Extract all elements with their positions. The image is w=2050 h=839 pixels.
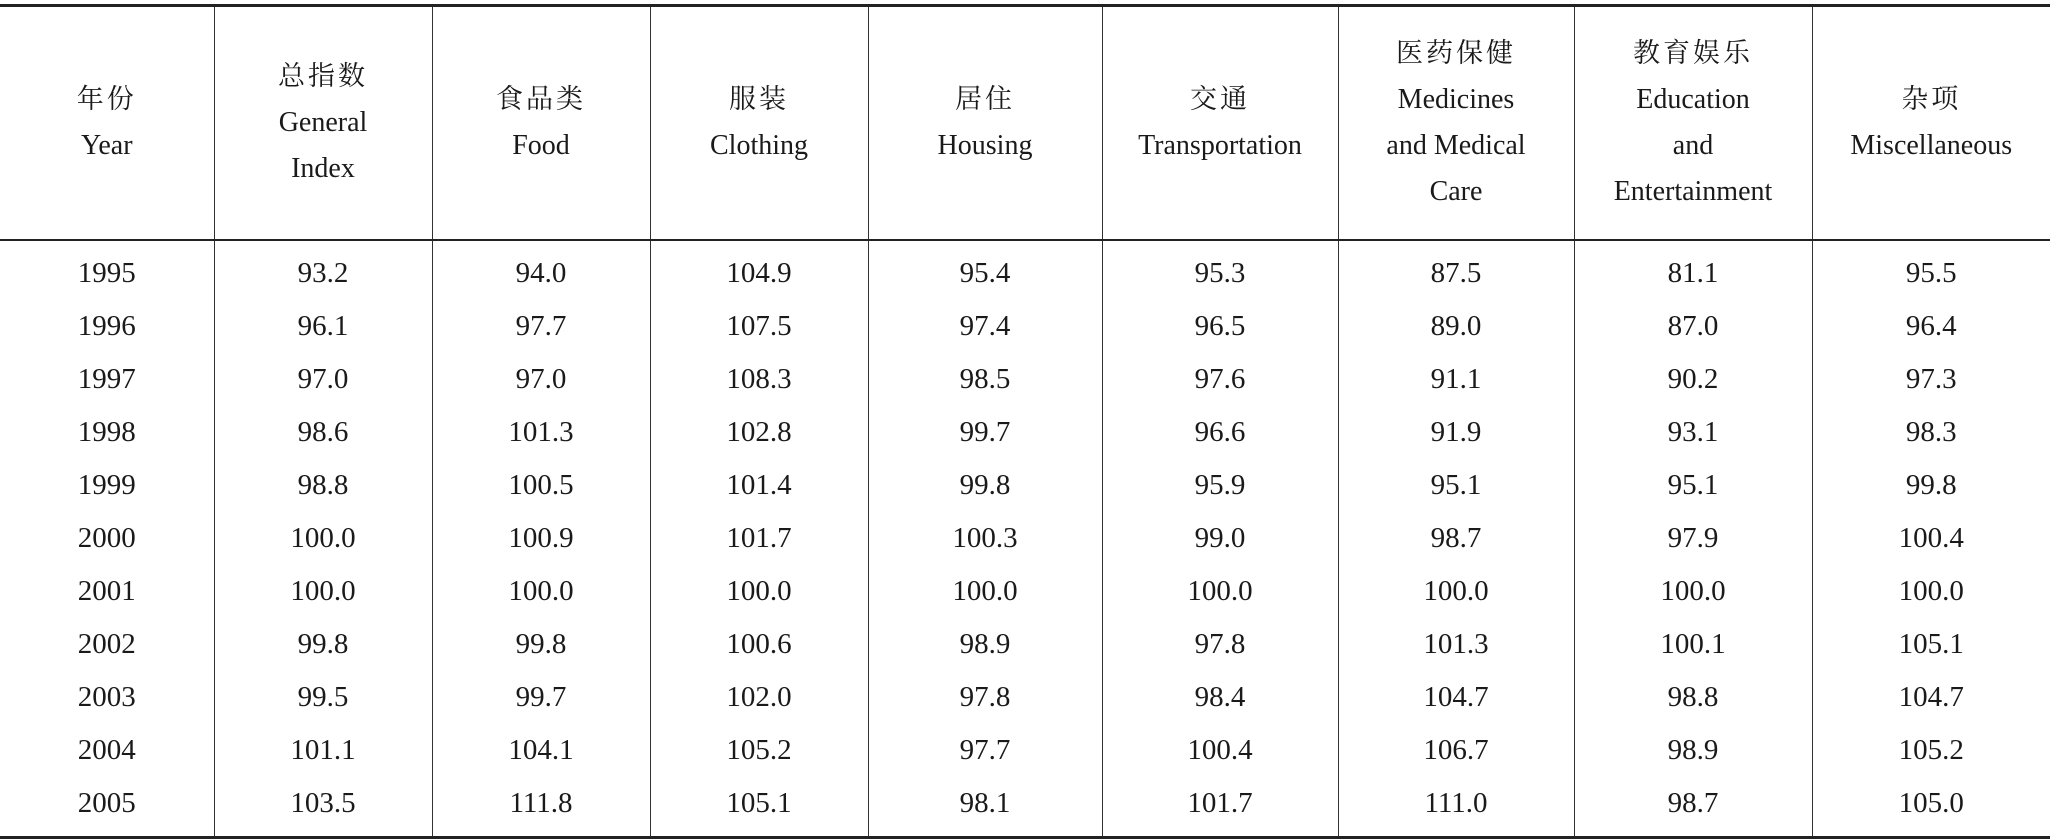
table-row (0, 565, 2050, 618)
index-value-cell: 90.2 (1574, 353, 1812, 406)
year-cell: 2002 (0, 618, 214, 671)
index-value-cell: 99.8 (868, 459, 1102, 512)
index-value-cell: 100.0 (432, 565, 650, 618)
index-value-cell: 111.0 (1338, 777, 1574, 838)
index-value-cell: 87.0 (1574, 300, 1812, 353)
table-row (0, 777, 2050, 838)
index-value-cell: 100.6 (650, 618, 868, 671)
index-value-cell: 105.0 (1812, 777, 2050, 838)
column-header-cn-label: 服装 (651, 77, 868, 123)
index-value-cell: 95.3 (1102, 240, 1338, 300)
index-value-cell: 100.4 (1102, 724, 1338, 777)
index-value-cell: 98.3 (1812, 406, 2050, 459)
table-header (0, 6, 2050, 241)
table-row (0, 300, 2050, 353)
index-value-cell: 107.5 (650, 300, 868, 353)
index-value-cell: 98.6 (214, 406, 432, 459)
index-value-cell: 100.4 (1812, 512, 2050, 565)
column-header-cn-label: 年份 (0, 77, 214, 123)
index-value-cell: 100.0 (1812, 565, 2050, 618)
index-value-cell: 98.4 (1102, 671, 1338, 724)
column-header-cn-label: 教育娱乐 (1575, 31, 1812, 77)
index-value-cell: 100.3 (868, 512, 1102, 565)
index-value-cell: 97.6 (1102, 353, 1338, 406)
index-value-cell: 95.1 (1574, 459, 1812, 512)
column-header-en-label: General Index (215, 100, 432, 192)
index-value-cell: 105.1 (650, 777, 868, 838)
index-value-cell: 97.4 (868, 300, 1102, 353)
index-value-cell: 98.1 (868, 777, 1102, 838)
index-value-cell: 101.7 (1102, 777, 1338, 838)
column-header-en-label: Education and Entertainment (1575, 77, 1812, 215)
index-value-cell: 99.7 (432, 671, 650, 724)
index-value-cell: 81.1 (1574, 240, 1812, 300)
column-header-cn-label: 总指数 (215, 54, 432, 100)
index-value-cell: 97.8 (868, 671, 1102, 724)
index-value-cell: 99.7 (868, 406, 1102, 459)
index-value-cell: 105.2 (1812, 724, 2050, 777)
index-value-cell: 98.9 (868, 618, 1102, 671)
index-value-cell: 95.9 (1102, 459, 1338, 512)
index-value-cell: 102.0 (650, 671, 868, 724)
index-value-cell: 104.7 (1338, 671, 1574, 724)
table-row (0, 353, 2050, 406)
index-value-cell: 100.9 (432, 512, 650, 565)
table-row (0, 240, 2050, 300)
index-value-cell: 104.7 (1812, 671, 2050, 724)
index-value-cell: 97.9 (1574, 512, 1812, 565)
year-cell: 2003 (0, 671, 214, 724)
column-header-en-label: Transportation (1103, 123, 1338, 169)
index-value-cell: 91.9 (1338, 406, 1574, 459)
index-value-cell: 100.1 (1574, 618, 1812, 671)
index-value-cell: 99.5 (214, 671, 432, 724)
table-row (0, 671, 2050, 724)
column-header-miscellaneous (1812, 6, 2050, 241)
index-value-cell: 99.8 (214, 618, 432, 671)
index-value-cell: 98.8 (214, 459, 432, 512)
index-value-cell: 95.5 (1812, 240, 2050, 300)
index-value-cell: 101.3 (432, 406, 650, 459)
index-value-cell: 101.7 (650, 512, 868, 565)
index-value-cell: 106.7 (1338, 724, 1574, 777)
index-value-cell: 93.1 (1574, 406, 1812, 459)
column-header-en-label: Housing (869, 123, 1102, 169)
column-header-cn-label: 交通 (1103, 77, 1338, 123)
index-value-cell: 101.4 (650, 459, 868, 512)
column-header-year (0, 6, 214, 241)
index-value-cell: 87.5 (1338, 240, 1574, 300)
index-value-cell: 96.4 (1812, 300, 2050, 353)
index-value-cell: 98.9 (1574, 724, 1812, 777)
index-value-cell: 96.5 (1102, 300, 1338, 353)
index-value-cell: 103.5 (214, 777, 432, 838)
index-value-cell: 105.1 (1812, 618, 2050, 671)
index-value-cell: 95.1 (1338, 459, 1574, 512)
index-value-cell: 97.0 (214, 353, 432, 406)
index-value-cell: 97.7 (868, 724, 1102, 777)
price-index-table (0, 4, 2050, 839)
index-value-cell: 100.0 (214, 565, 432, 618)
index-value-cell: 101.3 (1338, 618, 1574, 671)
column-header-en-label: Miscellaneous (1813, 123, 2050, 169)
column-header-transportation (1102, 6, 1338, 241)
column-header-en-label: Clothing (651, 123, 868, 169)
index-value-cell: 89.0 (1338, 300, 1574, 353)
column-header-en-label: Year (0, 123, 214, 169)
index-value-cell: 96.6 (1102, 406, 1338, 459)
table-row (0, 724, 2050, 777)
index-value-cell: 95.4 (868, 240, 1102, 300)
index-value-cell: 104.1 (432, 724, 650, 777)
index-value-cell: 98.7 (1574, 777, 1812, 838)
table-row (0, 406, 2050, 459)
year-cell: 2001 (0, 565, 214, 618)
year-cell: 2000 (0, 512, 214, 565)
column-header-housing (868, 6, 1102, 241)
index-value-cell: 93.2 (214, 240, 432, 300)
column-header-en-label: Medicines and Medical Care (1339, 77, 1574, 215)
index-value-cell: 100.0 (1574, 565, 1812, 618)
column-header-cn-label: 居住 (869, 77, 1102, 123)
year-cell: 1997 (0, 353, 214, 406)
index-value-cell: 104.9 (650, 240, 868, 300)
index-value-cell: 101.1 (214, 724, 432, 777)
index-value-cell: 102.8 (650, 406, 868, 459)
header-row (0, 6, 2050, 241)
index-value-cell: 96.1 (214, 300, 432, 353)
index-value-cell: 97.7 (432, 300, 650, 353)
index-value-cell: 99.8 (432, 618, 650, 671)
column-header-clothing (650, 6, 868, 241)
column-header-education-and-entertainment (1574, 6, 1812, 241)
index-value-cell: 99.8 (1812, 459, 2050, 512)
column-header-food (432, 6, 650, 241)
column-header-cn-label: 杂项 (1813, 77, 2050, 123)
index-value-cell: 97.8 (1102, 618, 1338, 671)
index-value-cell: 100.0 (650, 565, 868, 618)
index-value-cell: 105.2 (650, 724, 868, 777)
index-value-cell: 100.0 (868, 565, 1102, 618)
year-cell: 1996 (0, 300, 214, 353)
year-cell: 2005 (0, 777, 214, 838)
table-row (0, 512, 2050, 565)
year-cell: 1998 (0, 406, 214, 459)
column-header-en-label: Food (433, 123, 650, 169)
index-value-cell: 98.7 (1338, 512, 1574, 565)
column-header-cn-label: 医药保健 (1339, 31, 1574, 77)
index-value-cell: 100.0 (1338, 565, 1574, 618)
index-value-cell: 97.0 (432, 353, 650, 406)
index-value-cell: 100.0 (1102, 565, 1338, 618)
index-value-cell: 111.8 (432, 777, 650, 838)
year-cell: 1999 (0, 459, 214, 512)
year-cell: 2004 (0, 724, 214, 777)
index-value-cell: 91.1 (1338, 353, 1574, 406)
index-value-cell: 98.8 (1574, 671, 1812, 724)
column-header-general-index (214, 6, 432, 241)
index-value-cell: 99.0 (1102, 512, 1338, 565)
column-header-cn-label: 食品类 (433, 77, 650, 123)
table-row (0, 459, 2050, 512)
index-value-cell: 94.0 (432, 240, 650, 300)
table-row (0, 618, 2050, 671)
index-value-cell: 98.5 (868, 353, 1102, 406)
index-value-cell: 97.3 (1812, 353, 2050, 406)
column-header-medicines-and-medical-care (1338, 6, 1574, 241)
index-value-cell: 108.3 (650, 353, 868, 406)
year-cell: 1995 (0, 240, 214, 300)
index-value-cell: 100.5 (432, 459, 650, 512)
index-value-cell: 100.0 (214, 512, 432, 565)
table-body (0, 240, 2050, 838)
